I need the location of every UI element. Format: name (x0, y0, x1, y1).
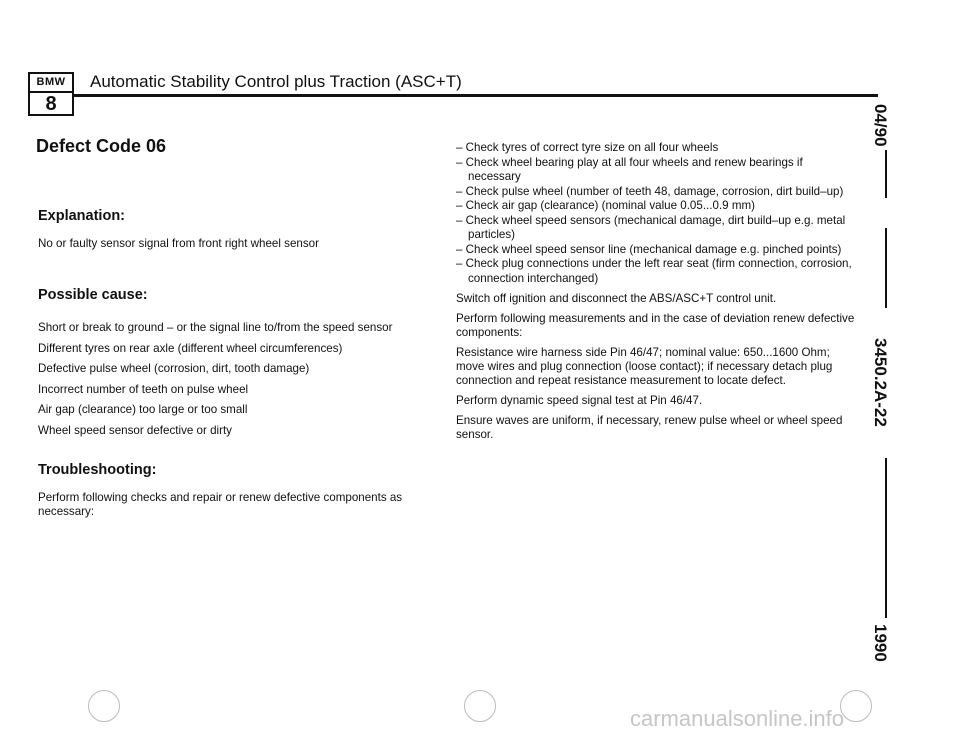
side-code: 3450.2A-22 (871, 338, 890, 427)
checks-column (456, 141, 856, 448)
side-divider-2 (885, 228, 887, 308)
logo-series: 8 (45, 93, 57, 115)
step-paragraph: Ensure waves are uniform, if necessary, renew pulse wheel or wheel speed sensor. (456, 414, 843, 441)
logo-brand: BMW (30, 74, 72, 93)
step-paragraph: Resistance wire harness side Pin 46/47; nominal value: 650...1600 Ohm; move wires and plug connection (loose contact); if necessary detach plug connection and repeat resistance measurement to locate defect. (456, 346, 833, 387)
cause-item: Short or break to ground – or the signal line to/from the speed sensor (38, 321, 393, 334)
header-divider (74, 94, 878, 97)
check-item: – Check wheel bearing play at all four wheels and renew bearings if necessary (456, 155, 803, 183)
troubleshooting-heading: Troubleshooting: (38, 462, 157, 478)
page-header-title: Automatic Stability Control plus Traction (ASC+T) (90, 72, 462, 91)
check-item: – Check pulse wheel (number of teeth 48, damage, corrosion, dirt build–up) (456, 184, 844, 198)
binder-hole (464, 690, 496, 722)
checks-list (456, 141, 856, 286)
check-item: – Check wheel speed sensor line (mechanical damage e.g. pinched points) (456, 242, 842, 256)
cause-item: Incorrect number of teeth on pulse wheel (38, 382, 249, 396)
step-paragraph: Perform dynamic speed signal test at Pin 46/47. (456, 394, 703, 407)
watermark: carmanualsonline.info (630, 706, 845, 731)
defect-title: Defect Code 06 (36, 136, 167, 156)
binder-hole (88, 690, 120, 722)
step-paragraph: Perform following measurements and in the case of deviation renew defective components: (456, 312, 855, 339)
side-date: 04/90 (871, 104, 890, 147)
check-item: – Check air gap (clearance) (nominal value 0.05...0.9 mm) (456, 199, 755, 212)
cause-item: Wheel speed sensor defective or dirty (38, 423, 232, 437)
causes-list (38, 318, 418, 442)
explanation-heading: Explanation: (38, 208, 126, 224)
cause-item: Air gap (clearance) too large or too small (38, 403, 248, 417)
check-item: – Check plug connections under the left rear seat (firm connection, corrosion, connection interchanged) (456, 257, 852, 285)
troubleshooting-text: Perform following checks and repair or renew defective components as necessary: (38, 491, 403, 518)
cause-item: Defective pulse wheel (corrosion, dirt, tooth damage) (38, 362, 310, 376)
side-divider-3 (885, 458, 887, 618)
check-item: – Check wheel speed sensors (mechanical damage, dirt build–up e.g. metal particles) (456, 213, 846, 241)
side-year: 1990 (871, 624, 890, 662)
explanation-text: No or faulty sensor signal from front right wheel sensor (38, 237, 319, 250)
step-paragraph: Switch off ignition and disconnect the ABS/ASC+T control unit. (456, 292, 777, 305)
cause-item: Different tyres on rear axle (different wheel circumferences) (38, 341, 343, 355)
check-item: – Check tyres of correct tyre size on all four wheels (456, 141, 719, 154)
side-divider-1 (885, 150, 887, 198)
bmw-logo (28, 72, 74, 116)
causes-heading: Possible cause: (38, 287, 148, 303)
binder-hole (840, 690, 872, 722)
